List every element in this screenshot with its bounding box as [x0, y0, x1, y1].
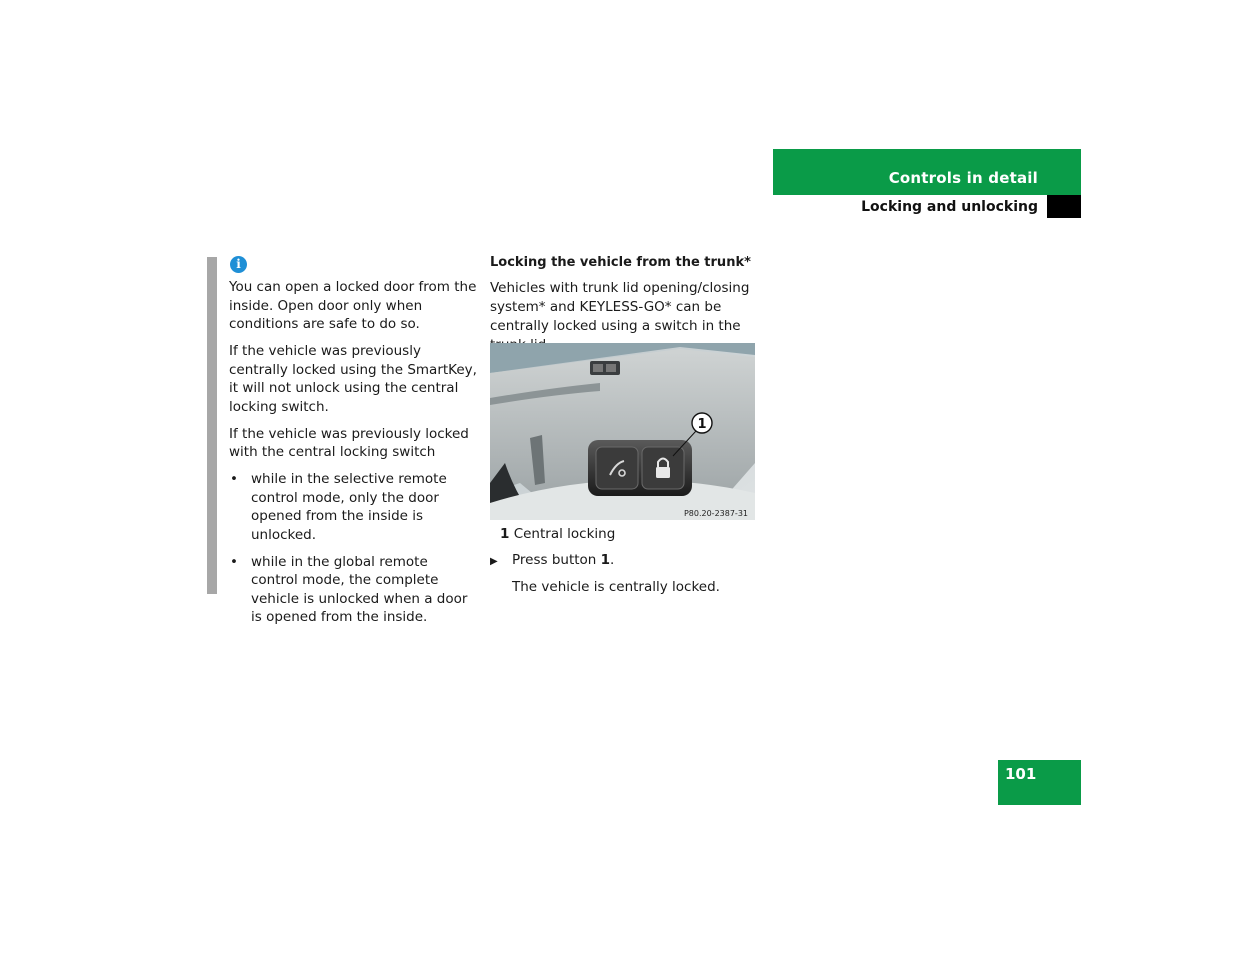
- figure-code: P80.20-2387-31: [683, 509, 748, 518]
- bullet-dot: •: [230, 471, 238, 487]
- section-heading: Locking the vehicle from the trunk*: [490, 255, 751, 270]
- step-result: The vehicle is centrally locked.: [512, 579, 720, 595]
- info-icon: i: [230, 256, 247, 273]
- page-number-box: [998, 760, 1081, 805]
- subsection-title: Locking and unlocking: [861, 199, 1038, 215]
- trunk-switch-photo: [490, 343, 755, 520]
- page-number: 101: [1005, 765, 1037, 783]
- step-arrow-icon: ▶: [490, 556, 498, 567]
- bullet-text: while in the global remote control mode, the complete vehicle is unlocked when a door is opened from the inside.: [251, 553, 468, 625]
- section-title: Controls in detail: [888, 169, 1038, 187]
- info-paragraph: If the vehicle was previously centrally locked using the SmartKey, it will not unlock using the central locking switch.: [229, 343, 477, 415]
- caption-number: 1: [500, 526, 510, 542]
- info-bullet: [229, 470, 477, 544]
- info-paragraph: You can open a locked door from the inside. Open door only when conditions are safe to do so.: [229, 279, 477, 332]
- step-text: Press button: [512, 552, 601, 568]
- info-paragraph: If the vehicle was previously locked with the central locking switch: [229, 425, 469, 460]
- intro-paragraph: Vehicles with trunk lid opening/closing system* and KEYLESS-GO* can be centrally locked using a switch in the: [490, 280, 750, 334]
- caption-text: Central locking: [513, 526, 616, 542]
- header-band: [773, 149, 1081, 195]
- info-bullet: [229, 553, 477, 627]
- step-suffix: .: [610, 552, 615, 568]
- header-tab-marker: [1047, 195, 1081, 218]
- instruction-step: [490, 551, 614, 571]
- figure-callout: 1: [697, 417, 707, 432]
- figure-caption: [500, 525, 615, 543]
- step-button-number: 1: [600, 552, 611, 568]
- bullet-text: while in the selective remote control mode, only the door opened from the inside is unlocked.: [251, 471, 447, 543]
- info-box: [229, 278, 477, 635]
- bullet-dot: •: [230, 553, 238, 570]
- info-box-bar: [207, 257, 217, 594]
